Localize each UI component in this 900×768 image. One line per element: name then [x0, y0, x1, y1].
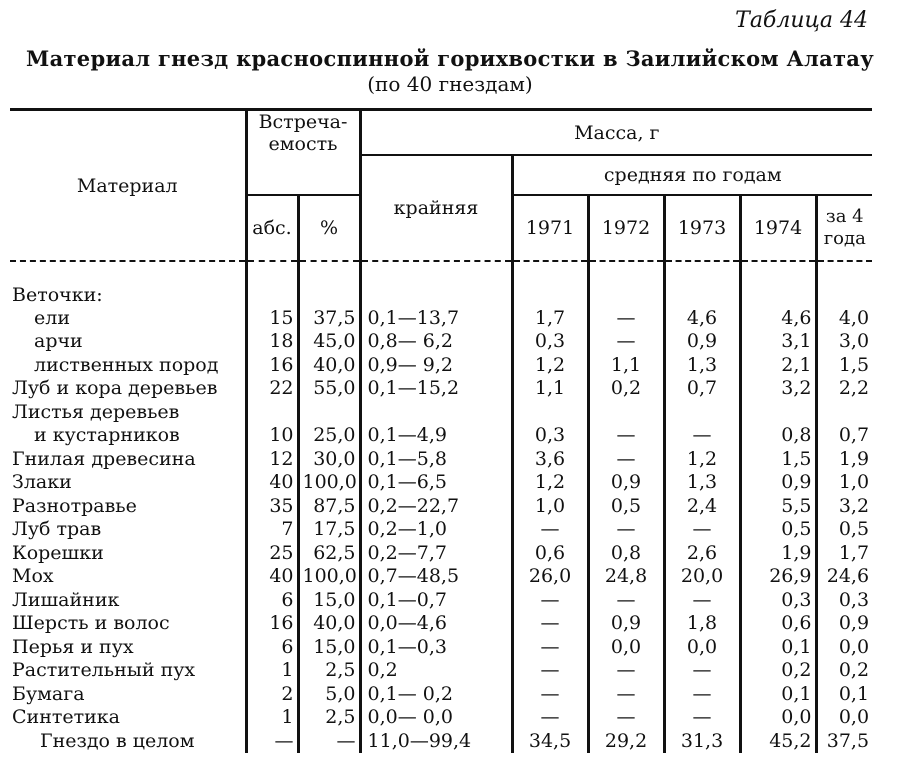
- table-row: [10, 261, 872, 306]
- cell-y1974: [740, 400, 816, 424]
- cell-y1974: 26,9: [740, 565, 816, 589]
- cell-abs: 6: [246, 588, 298, 612]
- cell-y1972: 0,9: [588, 612, 664, 636]
- cell-range: 0,2—7,7: [360, 541, 512, 565]
- nest-material-table: [10, 108, 872, 753]
- cell-avg4: 24,6: [816, 565, 872, 589]
- cell-y1972: [588, 400, 664, 424]
- header-mass: Масса, г: [360, 110, 872, 156]
- material-name: Разнотравье: [12, 494, 137, 517]
- cell-y1971: —: [512, 706, 588, 730]
- cell-y1974: 45,2: [740, 729, 816, 753]
- material-name: Мох: [12, 565, 54, 588]
- table-row: [10, 706, 872, 730]
- table-row: [10, 306, 872, 330]
- cell-range: 0,1—0,3: [360, 635, 512, 659]
- cell-y1972: 1,1: [588, 353, 664, 377]
- cell-pct: 17,5: [298, 518, 360, 542]
- cell-y1971: 0,3: [512, 424, 588, 448]
- cell-avg4: 1,9: [816, 447, 872, 471]
- cell-avg4: 0,5: [816, 518, 872, 542]
- header-four-years: за 4 года: [816, 195, 872, 261]
- cell-y1972: —: [588, 706, 664, 730]
- cell-abs: 2: [246, 682, 298, 706]
- cell-y1972: —: [588, 330, 664, 354]
- header-1973: 1973: [664, 195, 740, 261]
- cell-y1972: —: [588, 518, 664, 542]
- cell-y1974: 3,2: [740, 377, 816, 401]
- material-name: Бумага: [12, 682, 85, 705]
- cell-abs: 40: [246, 565, 298, 589]
- cell-y1973: 1,3: [664, 353, 740, 377]
- cell-y1974: 0,3: [740, 588, 816, 612]
- material-name: Веточки:: [12, 284, 103, 306]
- cell-range: 0,1—6,5: [360, 471, 512, 495]
- cell-abs: 15: [246, 306, 298, 330]
- cell-y1974: 3,1: [740, 330, 816, 354]
- cell-avg4: 0,0: [816, 706, 872, 730]
- cell-pct: 2,5: [298, 659, 360, 683]
- material-name: Гнилая древесина: [12, 447, 196, 470]
- header-pct: %: [298, 195, 360, 261]
- table-row: [10, 424, 872, 448]
- cell-y1971: 3,6: [512, 447, 588, 471]
- material-name: лиственных пород: [34, 353, 219, 376]
- cell-y1972: 0,8: [588, 541, 664, 565]
- cell-y1971: [512, 261, 588, 306]
- cell-range: 0,0— 0,0: [360, 706, 512, 730]
- cell-pct: 45,0: [298, 330, 360, 354]
- cell-y1971: 34,5: [512, 729, 588, 753]
- cell-pct: 15,0: [298, 635, 360, 659]
- cell-pct: 2,5: [298, 706, 360, 730]
- table-row: [10, 682, 872, 706]
- cell-avg4: 0,3: [816, 588, 872, 612]
- cell-y1971: 1,2: [512, 471, 588, 495]
- cell-abs: —: [246, 729, 298, 753]
- table-row: [10, 612, 872, 636]
- cell-avg4: 0,2: [816, 659, 872, 683]
- cell-y1972: 0,2: [588, 377, 664, 401]
- cell-y1973: —: [664, 682, 740, 706]
- cell-avg4: 0,7: [816, 424, 872, 448]
- cell-abs: [246, 261, 298, 306]
- table-row: [10, 541, 872, 565]
- cell-y1972: 0,5: [588, 494, 664, 518]
- cell-y1974: 5,5: [740, 494, 816, 518]
- cell-range: 0,1—4,9: [360, 424, 512, 448]
- material-name: арчи: [34, 330, 83, 353]
- cell-range: 0,0—4,6: [360, 612, 512, 636]
- cell-y1972: —: [588, 682, 664, 706]
- header-1974: 1974: [740, 195, 816, 261]
- cell-abs: 22: [246, 377, 298, 401]
- cell-y1972: 0,0: [588, 635, 664, 659]
- table-row: [10, 353, 872, 377]
- table-row: [10, 565, 872, 589]
- cell-avg4: 37,5: [816, 729, 872, 753]
- cell-y1973: 4,6: [664, 306, 740, 330]
- cell-range: 0,2: [360, 659, 512, 683]
- header-abs: абс.: [246, 195, 298, 261]
- cell-y1971: 1,7: [512, 306, 588, 330]
- material-name: Шерсть и волос: [12, 612, 170, 635]
- cell-y1971: —: [512, 612, 588, 636]
- table-number: Таблица 44: [735, 8, 868, 33]
- cell-y1973: 1,2: [664, 447, 740, 471]
- cell-pct: 30,0: [298, 447, 360, 471]
- cell-pct: [298, 400, 360, 424]
- cell-pct: 15,0: [298, 588, 360, 612]
- header-1972: 1972: [588, 195, 664, 261]
- cell-y1973: 1,3: [664, 471, 740, 495]
- header-avg-by-year: средняя по годам: [512, 155, 872, 195]
- cell-range: 0,1— 0,2: [360, 682, 512, 706]
- cell-avg4: [816, 261, 872, 306]
- cell-y1973: —: [664, 588, 740, 612]
- cell-abs: 40: [246, 471, 298, 495]
- cell-y1972: —: [588, 306, 664, 330]
- table-row: [10, 400, 872, 424]
- cell-range: [360, 261, 512, 306]
- cell-range: 0,2—22,7: [360, 494, 512, 518]
- cell-y1973: 20,0: [664, 565, 740, 589]
- table-row: [10, 447, 872, 471]
- cell-y1974: 0,9: [740, 471, 816, 495]
- cell-y1973: 0,7: [664, 377, 740, 401]
- cell-y1974: [740, 261, 816, 306]
- table-row: [10, 377, 872, 401]
- material-name: и кустарников: [34, 424, 180, 447]
- cell-pct: 100,0: [298, 565, 360, 589]
- cell-y1974: 2,1: [740, 353, 816, 377]
- cell-y1971: 1,1: [512, 377, 588, 401]
- cell-y1973: —: [664, 424, 740, 448]
- cell-pct: 87,5: [298, 494, 360, 518]
- cell-y1972: —: [588, 424, 664, 448]
- cell-abs: 35: [246, 494, 298, 518]
- cell-pct: 62,5: [298, 541, 360, 565]
- cell-avg4: 0,0: [816, 635, 872, 659]
- cell-y1972: —: [588, 588, 664, 612]
- cell-range: 0,7—48,5: [360, 565, 512, 589]
- cell-y1971: 0,6: [512, 541, 588, 565]
- material-name: Перья и пух: [12, 635, 134, 658]
- cell-pct: 40,0: [298, 612, 360, 636]
- cell-y1973: 2,6: [664, 541, 740, 565]
- material-name: ели: [34, 306, 70, 329]
- cell-abs: [246, 400, 298, 424]
- cell-y1973: 2,4: [664, 494, 740, 518]
- cell-range: [360, 400, 512, 424]
- cell-y1974: 1,5: [740, 447, 816, 471]
- cell-range: 11,0—99,4: [360, 729, 512, 753]
- cell-range: 0,1—0,7: [360, 588, 512, 612]
- table-row: [10, 518, 872, 542]
- cell-avg4: 3,2: [816, 494, 872, 518]
- cell-abs: 16: [246, 612, 298, 636]
- cell-avg4: 0,9: [816, 612, 872, 636]
- cell-y1972: [588, 261, 664, 306]
- table-body: [10, 261, 872, 753]
- table-row: [10, 494, 872, 518]
- cell-abs: 12: [246, 447, 298, 471]
- table-row: [10, 659, 872, 683]
- table-row: [10, 635, 872, 659]
- cell-abs: 1: [246, 659, 298, 683]
- cell-pct: —: [298, 729, 360, 753]
- table-row: [10, 588, 872, 612]
- material-name: Растительный пух: [12, 659, 196, 682]
- cell-y1973: [664, 261, 740, 306]
- cell-y1971: 0,3: [512, 330, 588, 354]
- material-name: Корешки: [12, 541, 104, 564]
- cell-abs: 10: [246, 424, 298, 448]
- table-row: [10, 471, 872, 495]
- cell-pct: 37,5: [298, 306, 360, 330]
- cell-y1973: —: [664, 518, 740, 542]
- cell-range: 0,2—1,0: [360, 518, 512, 542]
- cell-y1972: 0,9: [588, 471, 664, 495]
- cell-pct: 25,0: [298, 424, 360, 448]
- cell-avg4: 3,0: [816, 330, 872, 354]
- cell-pct: [298, 261, 360, 306]
- cell-y1972: 24,8: [588, 565, 664, 589]
- material-name: Гнездо в целом: [40, 729, 195, 752]
- header-1971: 1971: [512, 195, 588, 261]
- cell-abs: 1: [246, 706, 298, 730]
- cell-y1974: 0,1: [740, 635, 816, 659]
- cell-y1974: 4,6: [740, 306, 816, 330]
- cell-abs: 16: [246, 353, 298, 377]
- cell-avg4: 0,1: [816, 682, 872, 706]
- table-row: [10, 330, 872, 354]
- cell-pct: 5,0: [298, 682, 360, 706]
- cell-abs: 18: [246, 330, 298, 354]
- cell-y1973: 0,0: [664, 635, 740, 659]
- cell-y1971: 1,2: [512, 353, 588, 377]
- table-subtitle: (по 40 гнездам): [367, 72, 533, 96]
- cell-pct: 40,0: [298, 353, 360, 377]
- cell-y1971: 1,0: [512, 494, 588, 518]
- cell-range: 0,1—5,8: [360, 447, 512, 471]
- cell-y1973: [664, 400, 740, 424]
- cell-y1974: 0,8: [740, 424, 816, 448]
- cell-avg4: 2,2: [816, 377, 872, 401]
- cell-y1974: 1,9: [740, 541, 816, 565]
- cell-abs: 6: [246, 635, 298, 659]
- cell-y1974: 0,2: [740, 659, 816, 683]
- cell-pct: 55,0: [298, 377, 360, 401]
- cell-range: 0,9— 9,2: [360, 353, 512, 377]
- cell-y1974: 0,6: [740, 612, 816, 636]
- cell-abs: 25: [246, 541, 298, 565]
- material-name: Луб и кора деревьев: [12, 377, 218, 400]
- cell-avg4: 1,7: [816, 541, 872, 565]
- cell-y1973: 0,9: [664, 330, 740, 354]
- cell-y1971: —: [512, 682, 588, 706]
- material-name: Листья деревьев: [12, 400, 180, 423]
- cell-y1973: —: [664, 659, 740, 683]
- cell-y1972: —: [588, 447, 664, 471]
- cell-pct: 100,0: [298, 471, 360, 495]
- table-title: Материал гнезд красноспинной горихвостки в Заилийском Алатау: [26, 46, 874, 71]
- cell-y1974: 0,0: [740, 706, 816, 730]
- header-occurrence: Встреча-емость: [246, 110, 360, 156]
- cell-y1971: 26,0: [512, 565, 588, 589]
- cell-y1973: 1,8: [664, 612, 740, 636]
- cell-avg4: 4,0: [816, 306, 872, 330]
- material-name: Луб трав: [12, 518, 102, 541]
- cell-range: 0,8— 6,2: [360, 330, 512, 354]
- cell-avg4: 1,5: [816, 353, 872, 377]
- cell-avg4: 1,0: [816, 471, 872, 495]
- material-name: Злаки: [12, 471, 72, 494]
- table-row: [10, 729, 872, 753]
- cell-range: 0,1—15,2: [360, 377, 512, 401]
- cell-y1972: —: [588, 659, 664, 683]
- cell-y1971: —: [512, 635, 588, 659]
- header-extreme: крайняя: [360, 155, 512, 261]
- cell-y1971: —: [512, 588, 588, 612]
- cell-y1971: [512, 400, 588, 424]
- header-material: Материал: [76, 174, 178, 197]
- cell-y1974: 0,5: [740, 518, 816, 542]
- cell-y1974: 0,1: [740, 682, 816, 706]
- cell-range: 0,1—13,7: [360, 306, 512, 330]
- material-name: Синтетика: [12, 706, 120, 729]
- cell-y1972: 29,2: [588, 729, 664, 753]
- cell-y1971: —: [512, 659, 588, 683]
- cell-y1971: —: [512, 518, 588, 542]
- cell-y1973: 31,3: [664, 729, 740, 753]
- cell-abs: 7: [246, 518, 298, 542]
- material-name: Лишайник: [12, 588, 120, 611]
- cell-y1973: —: [664, 706, 740, 730]
- cell-avg4: [816, 400, 872, 424]
